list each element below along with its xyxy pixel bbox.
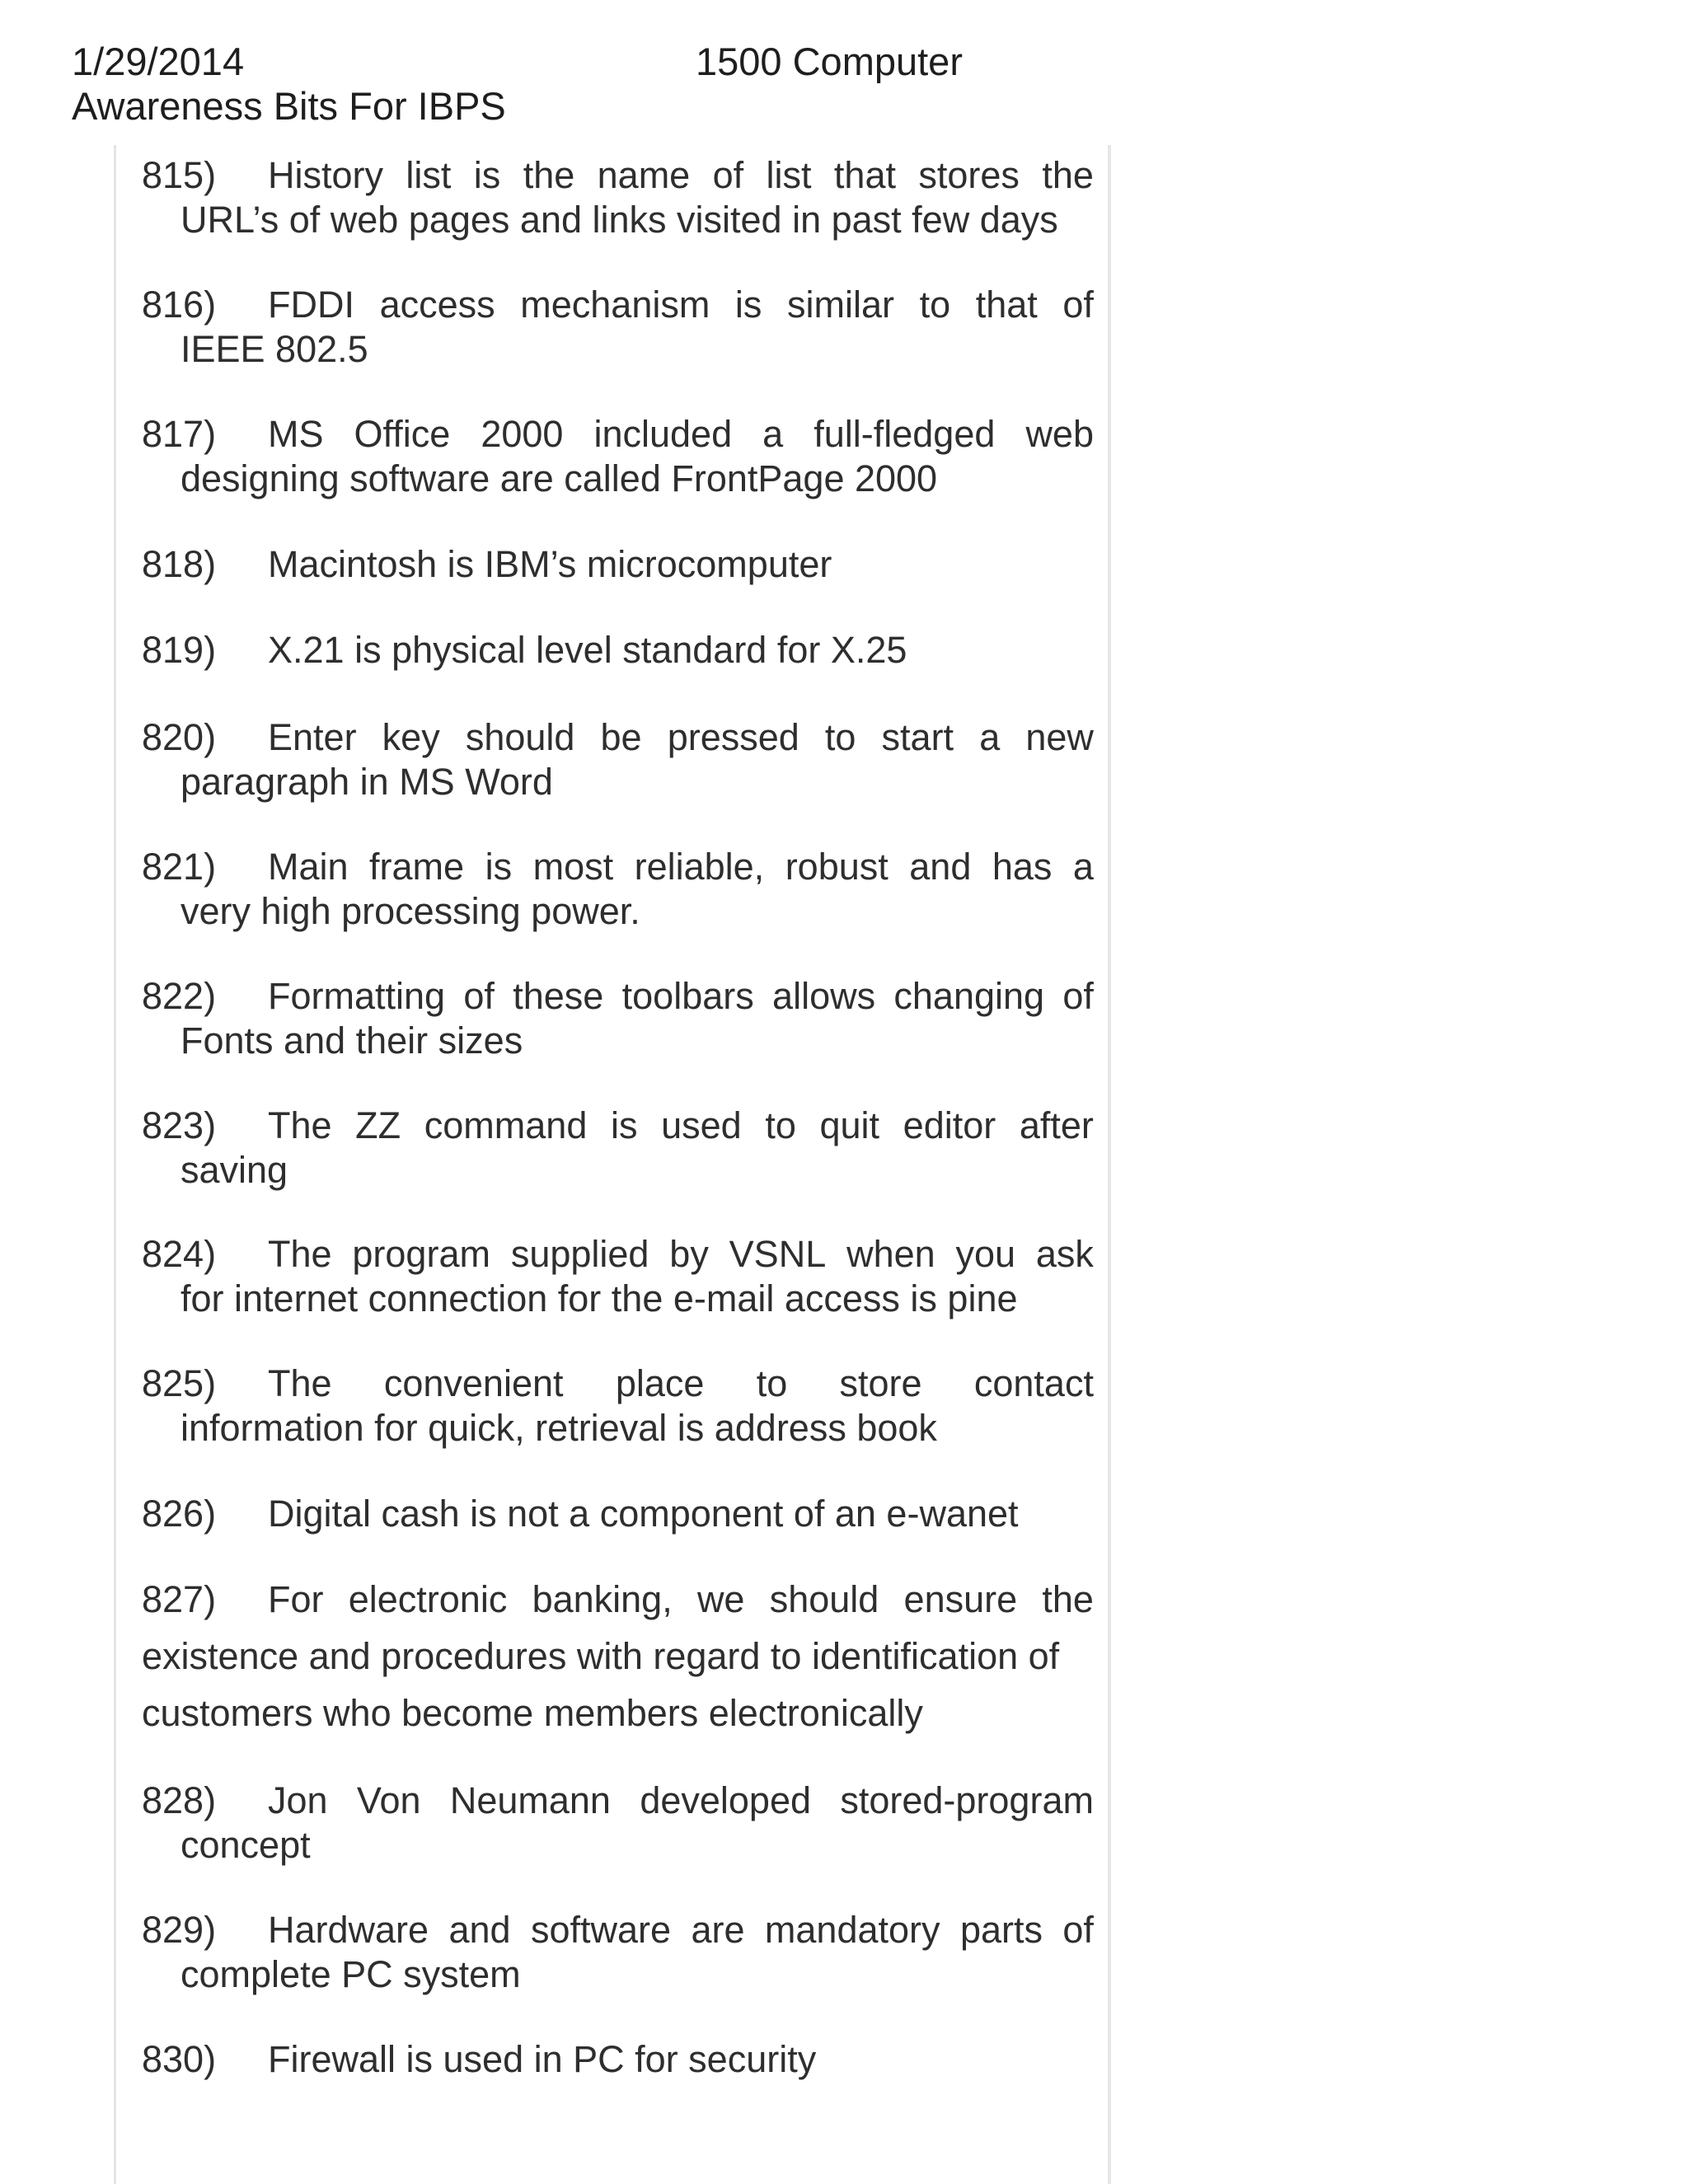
fact-number: 830) [142,2038,217,2080]
fact-text-line2: saving [181,1149,288,1191]
fact-first-line [142,1361,1094,1406]
fact-text-line1: The ZZ command is used to quit editor after [268,1104,1094,1146]
fact-text-line1: The program supplied by VSNL when you ask [268,1233,1094,1275]
fact-number: 816) [142,284,217,326]
fact-first-line [142,1232,1094,1277]
fact-text-line1: MS Office 2000 included a full-fledged web [268,413,1094,455]
fact-number: 829) [142,1909,217,1951]
page-header [72,40,1061,138]
fact-text-line2: Fonts and their sizes [181,1019,523,1062]
fact-item [142,2037,1094,2082]
fact-item [142,412,1094,501]
fact-item [142,1492,1094,1536]
fact-text-line2: paragraph in MS Word [181,761,553,803]
fact-number: 822) [142,975,217,1017]
fact-first-line [142,1908,1094,1952]
fact-text-line2: complete PC system [181,1953,521,1995]
fact-item [142,1571,1094,1741]
fact-number: 827) [142,1578,217,1620]
fact-text-line1: Enter key should be pressed to start a new [268,716,1094,758]
fact-text: X.21 is physical level standard for X.25 [268,629,907,671]
fact-number: 817) [142,413,217,455]
fact-text-line1: For electronic banking, we should ensure the [268,1578,1094,1620]
fact-text-line1: Formatting of these toolbars allows changing of [268,975,1094,1017]
header-title-line1: 1500 Computer [696,40,963,83]
fact-item [142,542,1094,587]
fact-number: 824) [142,1233,217,1275]
fact-text-line2: existence and procedures with regard to identification of [142,1635,1060,1677]
fact-first-line [142,845,1094,889]
fact-item [142,845,1094,934]
fact-text-line1: Hardware and software are mandatory parts of [268,1909,1094,1951]
fact-text-line1: FDDI access mechanism is similar to that of [268,284,1094,326]
fact-first-line [142,1104,1094,1148]
fact-first-line [142,412,1094,457]
fact-text-line2: for internet connection for the e-mail access is pine [181,1277,1018,1319]
fact-first-line [142,283,1094,327]
fact-item [142,974,1094,1063]
fact-number: 818) [142,543,217,585]
fact-item [142,628,1094,673]
fact-text: Digital cash is not a component of an e-wanet [268,1493,1019,1535]
fact-item [142,1232,1094,1321]
fact-text-line2: IEEE 802.5 [181,328,368,370]
fact-text-line2: designing software are called FrontPage 2000 [181,457,938,499]
fact-number: 821) [142,846,217,888]
fact-text-line2: very high processing power. [181,890,640,932]
fact-item [142,283,1094,372]
fact-item [142,1104,1094,1193]
fact-item [142,1361,1094,1451]
fact-first-line [142,715,1094,760]
fact-first-line [142,1571,1094,1628]
fact-item [142,1908,1094,1997]
fact-number: 815) [142,154,217,196]
fact-number: 820) [142,716,217,758]
fact-text-line3: customers who become members electronically [142,1692,923,1734]
header-date: 1/29/2014 [72,40,245,83]
fact-text: Macintosh is IBM’s microcomputer [268,543,832,585]
fact-number: 826) [142,1493,217,1535]
fact-text-line2: concept [181,1824,311,1866]
fact-item [142,153,1094,242]
fact-text: Firewall is used in PC for security [268,2038,817,2080]
fact-item [142,1779,1094,1868]
fact-text-line1: Jon Von Neumann developed stored-program [268,1779,1094,1821]
fact-number: 825) [142,1362,217,1404]
fact-text-line2: information for quick, retrieval is address book [181,1407,937,1449]
fact-number: 823) [142,1104,217,1146]
fact-first-line [142,974,1094,1019]
fact-number: 819) [142,629,217,671]
fact-number: 828) [142,1779,217,1821]
header-title-line2: Awareness Bits For IBPS [72,84,506,128]
fact-first-line [142,1779,1094,1823]
fact-item [142,715,1094,804]
fact-first-line [142,153,1094,198]
fact-text-line1: The convenient place to store contact [268,1362,1094,1404]
fact-text-line1: Main frame is most reliable, robust and has a [268,846,1094,888]
fact-text-line1: History list is the name of list that stores the [268,154,1094,196]
fact-text-line2: URL’s of web pages and links visited in past few days [181,199,1058,241]
